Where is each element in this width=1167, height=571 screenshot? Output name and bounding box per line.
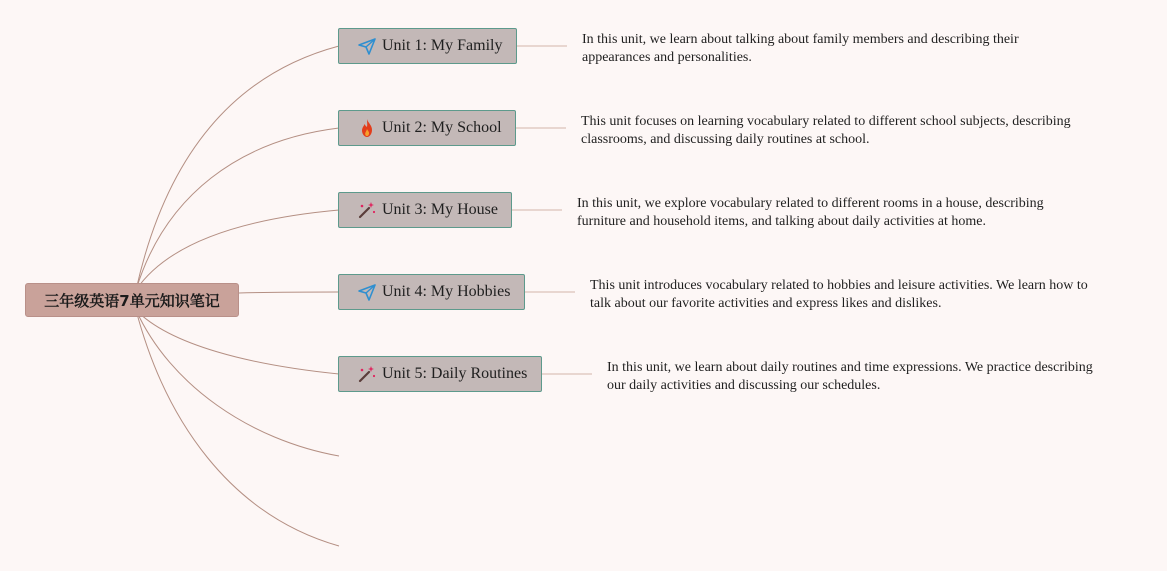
branch-line-empty-2	[136, 310, 339, 546]
unit-title: Unit 3: My House	[382, 201, 498, 218]
branch-line-unit-2	[136, 128, 339, 290]
branch-line-unit-3	[136, 210, 339, 290]
root-topic[interactable]: 三年级英语7单元知识笔记	[25, 283, 239, 317]
unit-node-3[interactable]	[338, 192, 512, 228]
branch-line-unit-4	[239, 292, 339, 293]
unit-title: Unit 1: My Family	[382, 37, 503, 54]
magic-wand-icon	[357, 200, 377, 220]
unit-node-5[interactable]	[338, 356, 542, 392]
paper-plane-icon	[357, 36, 377, 56]
fire-icon	[357, 118, 377, 138]
unit-description-3: In this unit, we explore vocabulary related to different rooms in a house, describing furniture and household items, and talking about daily activities at home.	[577, 196, 1044, 229]
unit-title: Unit 4: My Hobbies	[382, 283, 511, 300]
magic-wand-icon	[357, 364, 377, 384]
unit-description-5: In this unit, we learn about daily routines and time expressions. We practice describing our daily activities and discussing our schedules.	[607, 360, 1093, 393]
unit-node-1[interactable]	[338, 28, 517, 64]
unit-title: Unit 5: Daily Routines	[382, 365, 528, 382]
unit-node-2[interactable]	[338, 110, 516, 146]
unit-description-4: This unit introduces vocabulary related to hobbies and leisure activities. We learn how to talk about our favorite activities and express likes and dislikes.	[590, 278, 1088, 311]
unit-node-4[interactable]	[338, 274, 525, 310]
unit-description-1: In this unit, we learn about talking about family members and describing their appearances and personalities.	[582, 32, 1019, 65]
unit-title: Unit 2: My School	[382, 119, 502, 136]
branch-line-unit-1	[136, 46, 339, 290]
paper-plane-icon	[357, 282, 377, 302]
unit-description-2: This unit focuses on learning vocabulary related to different school subjects, describing classrooms, and discussing daily routines at school.	[581, 114, 1071, 147]
branch-line-unit-5	[136, 310, 339, 374]
